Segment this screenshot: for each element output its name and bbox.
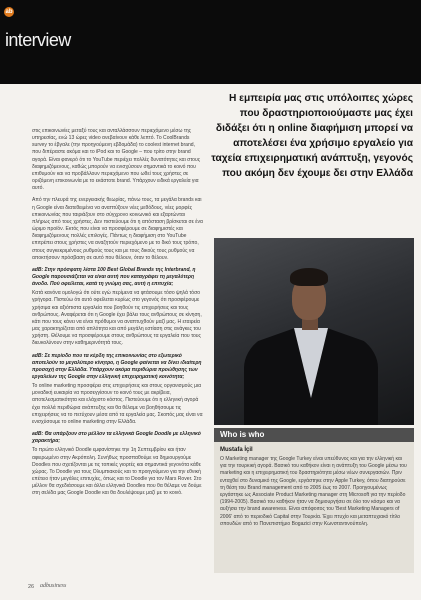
- section-label: interview: [5, 30, 71, 50]
- bio-text: Ο Marketing manager της Google Turkey είναι υπεύθυνος και για την ελληνική και για την τουρκική αγορά. Βασικό του καθήκον είναι η ανάπτυξη του Google μέσω του marketing και η επιχειρηματική του δραστηριότητα μέσω νέων συνεργασιών. Πριν ενταχθεί στο δυναμικό της Google, εργάστηκε στην Apple Turkey, όπου διατηρούσε τη θέση του Brand management από το 2005 έως το 2007. Προηγουμένως εργάστηκε ως Associate Product Marketing manager στη Microsoft για την περίοδο (1994-2005). Βασικό του καθήκον ήταν να δημιουργήσει σε όλο τον κόσμο και να αυξήσει την brand awareness. Είναι απόφοιτος του 'Best Marketing Managers of 2006' από το περιοδικό Capital στην Τουρκία. Έχει πτυχίο και μεταπτυχιακό τίτλο σπουδών από το Πανεπιστήμιο Bogazici στην Κωνσταντινούπολη.: [220, 456, 407, 527]
- page-number: 26: [28, 584, 35, 590]
- article-paragraph: Κατά κανόνα ομολογώ ότι ούτε εγώ περίμενα να φτάσουμε τόσο ψηλά τόσο γρήγορα. Πιστεύω ότι αυτό οφείλεται κυρίως στο γεγονός ότι προσφέρουμε χρήσιμα και αξιόπιστα εργαλεία που βοηθούν τις επιχειρήσεις και τους ανθρώπους. Αναφέρεται ότι η Google έχει βάλει τους ανθρώπους σε κίνηση, κάτι που τους κάνει να είναι πρόθυμοι να αναπτυχθούν μαζί μας. Η εταιρεία μας χαρακτηρίζεται από απλότητα και από μεγάλη εστίαση στις ανάγκες του χρήστη. Θέλουμε να προσφέρουμε στους ανθρώπους τα εργαλεία που τους διευκολύνουν στην καθημερινότητά τους.: [32, 290, 202, 347]
- portrait-photo: [214, 238, 414, 425]
- who-is-who-box: [214, 442, 414, 573]
- article-paragraph: Το online marketing προσφέρει στις επιχειρήσεις και στους οργανισμούς μια μοναδική ευκαιρία να προσεγγίσουν το κοινό τους με ακρίβεια, αποτελεσματικότητα και ελάχιστο κόστος. Πιστεύουμε ότι η ελληνική αγορά έχει πολλά περιθώρια ανάπτυξης και θα θέλαμε να βοηθήσουμε τις επιχειρήσεις να το πετύχουν μέσα από τα εργαλεία μας. Σκοπός μας είναι να ενισχύσουμε το online marketing στην Ελλάδα.: [32, 383, 203, 425]
- pull-quote: Η εμπειρία μας στις υπόλοιπες χώρες που δραστηριοποιούμαστε μας έχει διδάξει ότι η online διαφήμιση μπορεί να αποτελέσει ένα χρήσιμο εργαλείο για ταχεία επιχειρηματική ανάπτυξη, γεγονός που ακόμη δεν έχουμε δει στην Ελλάδα: [211, 93, 413, 179]
- article-body: [32, 128, 203, 503]
- article-paragraph: Από την πλευρά της ενεργειακής θεωρίας, πάνω τους, τα μεγάλα brands και η Google είναι διατεθειμένα να αναπτύξουν νέες μεθόδους, νέες μορφές επικοινωνίας που ταιριάζουν στο σύγχρονο κοινωνικό και εξαρτώνται πλήρως από τους χρήστες. Δεν πιστεύουμε ότι η απόσταση βρίσκεται σε ένα ώριμο προϊόν. Εκτός που είναι να προσφέρουμε σε διαφημιστές και διαφημιζόμενους πολλές επιλογές. Πάντως η διαφήμιση στο YouTube επιτρέπει στους χρήστες να αναζητούν περιεχόμενο με το δικό τους τρόπο, στους συγκεκριμένους ρυθμούς τους και με τους δικούς τους ρυθμούς να αποκτήσουν πρόσβαση σε αυτό που θέλουν, όταν το θέλουν.: [32, 197, 203, 261]
- section-banner: [0, 0, 421, 84]
- bio-name: Mustafa İçil: [220, 447, 253, 453]
- interview-question: adB: Στην πρόσφατη λίστα 100 Best Global Brands της Interbrand, η Google παρουσιάζεται να είναι αυτή που καταγράφει τη μεγαλύτερη άνοδο. Πού οφείλεται, κατά τη γνώμη σας, αυτή η επιτυχία;: [32, 266, 196, 288]
- interview-question: adB: Θα υπάρξουν στο μέλλον τα ελληνικά Google Doodle με ελληνικό χαρακτήρα;: [32, 431, 201, 445]
- article-paragraph: Το πρώτο ελληνικό Doodle εμφανίστηκε την 1η Σεπτεμβρίου και ήταν αφιερωμένο στην Ακρόπολη. Συνήθως προσπαθούμε να δημιουργούμε Doodles που σχετίζονται με τις τοπικές γιορτές και σημαντικά γεγονότα κάθε χώρας. Το Doodle για τους Ολυμπιακούς και το προηγούμενο για την εθνική επέτειο ήταν μεγάλες επιτυχίες, όπως και το Doodle για τον Mars Rover. Στο μέλλον θα σχεδιάσουμε και άλλα ελληνικά Doodles που θα θέλαμε να δούμε στη σελίδα μας Google Doodle και θα δουλέψουμε μαζί με το κοινό.: [32, 447, 202, 497]
- article-paragraph: στις επικοινωνίες μεταξύ τους και ανταλλάσσουν περιεχόμενο μέσω της υπηρεσίας, ενώ 13 ώρες video ανεβαίνουν κάθε λεπτό. Το CoolBrands survey το έβγαλε (την προηγούμενη εβδομάδα) το coolest internet brand, που διπέραστε ακόμα και το iPod και το Google – που τρίτο στην brand αγορά. Είναι φανερό ότι το YouTube περιέχει πολλές δυνατότητες και στους διαφημιζόμενους, καθώς μπορούν να ενισχύσουν σημαντικά το κοινό που επιθυμούν και να προβάλλουν περιεχόμενο που ωθεί τους χρήστες σε οριζόμενη επικοινωνία με το εκάστοτε brand. Υπάρχουν ειδικά εργαλεία για αυτό.: [32, 128, 201, 192]
- section-badge: ab: [5, 9, 13, 15]
- portrait-hair: [290, 268, 328, 286]
- who-is-who-header: [214, 428, 414, 442]
- magazine-name: adbusiness: [40, 583, 67, 589]
- interview-question: adB: Σε περίοδο που τα κέρδη της επικοινωνίας στο εξωτερικό αποτελούν το μεγαλύτερο κίνητρο, η Google φαίνεται να δίνει ιδιαίτερη προσοχή στην Ελλάδα. Υπάρχουν ακόμα περιθώρια προώθησης των εργαλείων της Google στην ελληνική επιχειρηματική κοινότητα;: [32, 352, 202, 380]
- who-is-who-title: Who is who: [220, 430, 265, 439]
